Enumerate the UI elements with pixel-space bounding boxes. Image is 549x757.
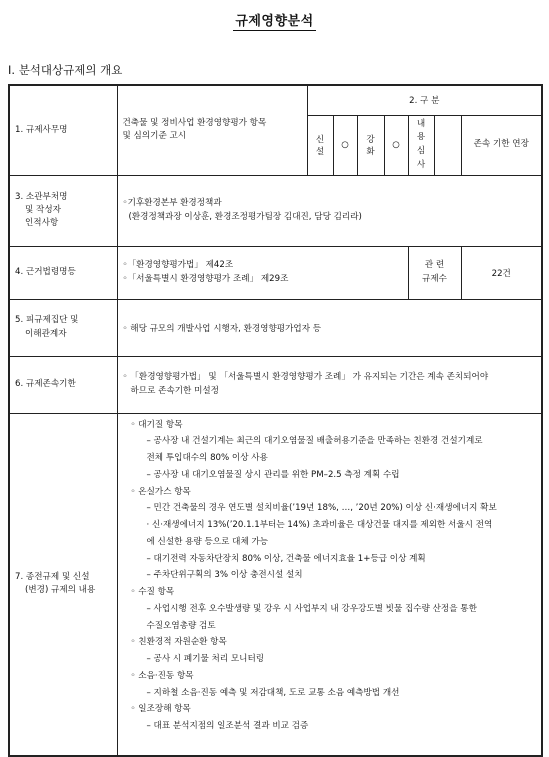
- row4-label: 4. 근거법령명등: [9, 246, 117, 299]
- content-category-item: ◦ 대기질 항목: [130, 419, 183, 430]
- content-detail-item: – 공사 시 폐기물 처리 모니터링: [146, 654, 265, 664]
- content-category-item: ◦ 수질 항목: [130, 587, 175, 597]
- row4-content: ◦「환경영향평가법」 제42조 ◦「서울특별시 환경영향평가 조례」 제29조: [117, 246, 408, 299]
- document-title: 규제영향분석: [235, 14, 314, 29]
- gubun-header: 2. 구 분: [307, 85, 542, 115]
- content-detail-item: 수질오염총량 검토: [146, 620, 216, 631]
- opt-new-mark: ○: [333, 115, 357, 175]
- content-detail-item: – 지하철 소음·진동 예측 및 저감대책, 도로 교통 소음 예측방법 개선: [146, 687, 400, 698]
- row7-content: [117, 413, 542, 756]
- content-category-item: ◦ 온실가스 항목: [130, 486, 191, 497]
- row3-content: ◦기후환경본부 환경정책과 (환경정책과장 이상훈, 환경조정평가팀장 김대진, 담당 김리라): [117, 175, 542, 246]
- opt-new-label: 신설: [307, 115, 333, 175]
- row1-label: 1. 규제사무명: [9, 85, 117, 175]
- row5-label: 5. 피규제집단 및 이해관계자: [9, 299, 117, 356]
- row3-label: 3. 소관부처명 및 작성자 인적사항: [9, 175, 117, 246]
- opt-strengthen-label: 강화: [357, 115, 384, 175]
- row7-label: 7. 종전규제 및 신설 (변경) 규제의 내용: [9, 413, 117, 756]
- related-regulation-count-value: 22건: [461, 246, 542, 299]
- opt-strengthen-mark: ○: [384, 115, 408, 175]
- content-category-item: ◦ 소음·진동 항목: [130, 670, 194, 681]
- content-detail-item: 에 신설한 용량 등으로 대체 가능: [146, 536, 269, 547]
- content-detail-item: · 신·재생에너지 13%(’20.1.1부터는 14%) 초과비율은 대상건물 대지를 제외한 서울시 전역: [146, 520, 493, 530]
- row1-content: 건축물 및 정비사업 환경영향평가 항목 및 심의기준 고시: [117, 85, 307, 175]
- row6-label: 6. 규제존속기한: [9, 356, 117, 413]
- content-detail-item: – 민간 건축물의 경우 연도별 설치비율(’19년 18%, …, ’20년 20%) 이상 신·재생에너지 확보: [146, 503, 497, 514]
- content-detail-item: – 공사장 내 대기오염물질 상시 관리를 위한 PM–2.5 측정 계획 수립: [146, 469, 400, 480]
- section-heading: Ⅰ. 분석대상규제의 개요: [8, 63, 123, 77]
- opt-review-label: 내용 심사: [408, 115, 434, 175]
- row6-content: ◦ 「환경영향평가법」 및 「서울특별시 환경영향평가 조례」 가 유지되는 기간은 계속 존치되어야 하므로 존속기한 미설정: [117, 356, 542, 413]
- content-detail-item: – 대표 분석지점의 일조분석 결과 비교 검증: [146, 721, 309, 731]
- content-detail-item: – 사업시행 전후 오수발생량 및 강우 시 사업부지 내 강우강도별 빗물 집수량 산정을 통한: [146, 603, 477, 614]
- row5-content: ◦ 해당 규모의 개발사업 시행자, 환경영향평가업자 등: [117, 299, 542, 356]
- content-detail-item: – 공사장 내 건설기계는 최근의 대기오염물질 배출허용기준을 만족하는 친환경 건설기계로: [146, 436, 483, 447]
- opt-review-mark: [434, 115, 461, 175]
- content-detail-item: – 주차단위구획의 3% 이상 충전시설 설치: [146, 570, 303, 581]
- content-category-item: ◦ 일조장해 항목: [130, 704, 191, 715]
- overview-table: [8, 84, 543, 757]
- content-category-item: ◦ 친환경적 자원순환 항목: [130, 637, 227, 648]
- related-regulation-count-label: 관 련 규제수: [408, 246, 461, 299]
- content-detail-item: 전체 투입대수의 80% 이상 사용: [146, 453, 268, 463]
- content-detail-item: – 대기전력 자동차단장치 80% 이상, 건축물 에너지효율 1+등급 이상 계획: [146, 553, 426, 564]
- opt-extend-label: 존속 기한 연장: [461, 115, 542, 175]
